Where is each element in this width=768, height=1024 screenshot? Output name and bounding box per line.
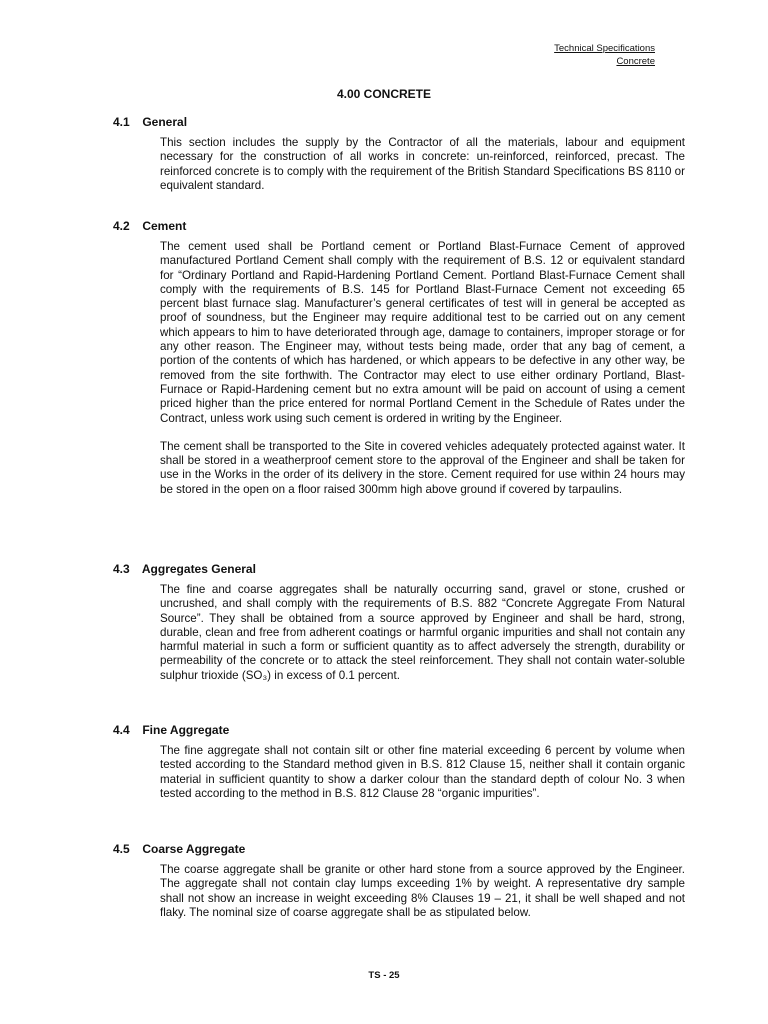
section-paragraph: The fine and coarse aggregates shall be naturally occurring sand, gravel or stone, crushed or uncrushed, and shall comply with the requirements of B.S. 882 “Concrete Aggregate From Natural Source”. They shall be obtained from a source approved by Engineer and shall be hard, strong, durable, clean and free from adherent coatings or harmful organic impurities and shall not contain any harmful material in such a form or sufficient quantity as to affect adversely the strength, durability or permeability of the concrete or to attack the steel reinforcement. They shall not contain water-soluble sulphur trioxide (SO₃) in excess of 0.1 percent.	[160, 583, 685, 682]
section-heading	[113, 115, 685, 129]
header-chapter: Concrete	[616, 56, 655, 67]
section-heading	[113, 562, 685, 576]
section-title: Aggregates General	[141, 562, 256, 576]
section-number: 4.4	[113, 723, 130, 737]
header-doc-type: Technical Specifications	[554, 43, 655, 54]
section-aggregates-general	[113, 562, 685, 683]
section-paragraph: The cement used shall be Portland cement or Portland Blast-Furnace Cement of approved manufactured Portland Cement shall comply with the requirement of B.S. 12 or equivalent standard for “Ordinary Portland and Rapid-Hardening Portland Cement. Portland Blast-Furnace Cement shall comply with the requirements of B.S. 145 for Portland Blast-Furnace Cement not exceeding 65 percent blast furnace slag. Manufacturer’s general certificates of test will in general be accepted as proof of soundness, but the Engineer may require additional test to be carried out on any cement which appears to him to have deteriorated through age, damage to containers, improper storage or for any other reason. The Engineer may, without tests being made, order that any bag of cement, a portion of the contents of which has hardened, or which appears to be defective in any other way, be removed from the site forthwith. The Contractor may elect to use either ordinary Portland, Blast-Furnace or Rapid-Hardening cement but no extra amount will be paid on account of using a cement priced higher than the price entered for normal Portland Cement in the Schedule of Rates under the Contract, unless work using such cement is ordered in writing by the Engineer.	[160, 240, 685, 425]
section-general	[113, 115, 685, 193]
section-title: Cement	[142, 219, 187, 233]
section-coarse-aggregate	[113, 842, 685, 920]
section-number: 4.2	[113, 219, 130, 233]
section-cement	[113, 219, 685, 497]
section-heading	[113, 723, 685, 737]
section-heading	[113, 219, 685, 233]
section-number: 4.5	[113, 842, 130, 856]
section-title: Fine Aggregate	[142, 723, 230, 737]
section-title: Coarse Aggregate	[142, 842, 246, 856]
section-number: 4.3	[113, 562, 130, 576]
section-number: 4.1	[113, 115, 130, 129]
section-paragraph: The cement shall be transported to the Site in covered vehicles adequately protected against water. It shall be stored in a weatherproof cement store to the approval of the Engineer and shall be taken for use in the Works in the order of its delivery in the store. Cement required for use within 24 hours may be stored in the open on a floor raised 300mm high above ground if covered by tarpaulins.	[160, 439, 685, 496]
section-heading	[113, 842, 685, 856]
page-number: TS - 25	[368, 970, 400, 981]
section-title: General	[142, 115, 188, 129]
section-paragraph: The fine aggregate shall not contain silt or other fine material exceeding 6 percent by volume when tested according to the Standard method given in B.S. 812 Clause 15, neither shall it contain organic material in sufficient quantity to show a darker colour than the standard depth of colour No. 3 when tested according to the method in B.S. 812 Clause 28 “organic impurities”.	[160, 744, 685, 800]
section-paragraph: This section includes the supply by the Contractor of all the materials, labour and equipment necessary for the construction of all works in concrete: un-reinforced, reinforced, precast. The reinforced concrete is to comply with the requirement of the British Standard Specifications BS 8110 or equivalent standard.	[160, 136, 685, 192]
chapter-title: 4.00 CONCRETE	[336, 87, 432, 101]
running-header	[554, 42, 655, 68]
section-paragraph: The coarse aggregate shall be granite or other hard stone from a source approved by the Engineer. The aggregate shall not contain clay lumps exceeding 1% by weight. A representative dry sample shall not show an increase in weight exceeding 8% Clauses 19 – 21, it shall be well shaped and not flaky. The nominal size of coarse aggregate shall be as stipulated below.	[160, 863, 685, 919]
section-fine-aggregate	[113, 723, 685, 801]
